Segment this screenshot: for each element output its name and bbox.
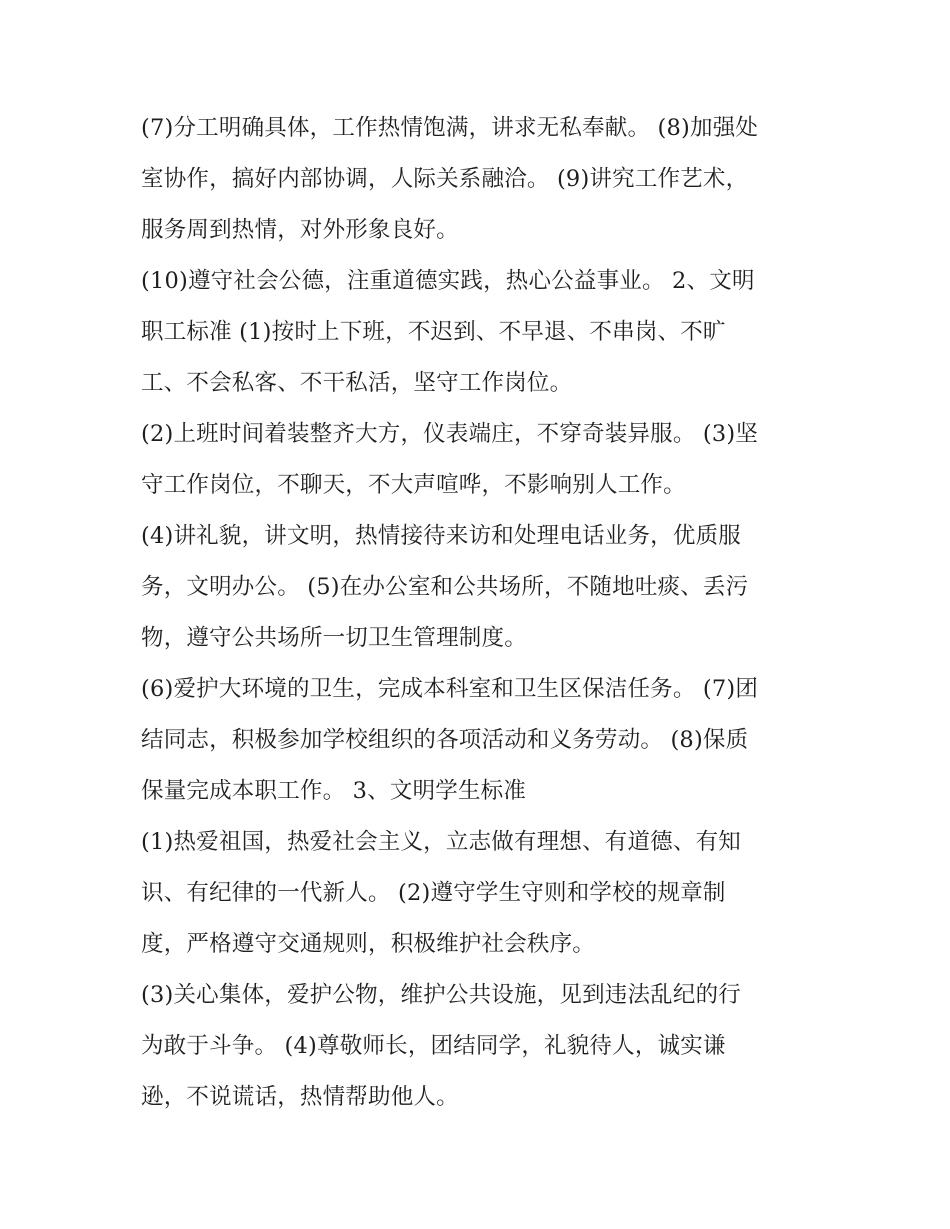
- text-line: (3)关心集体，爱护公物，维护公共设施，见到违法乱纪的行: [141, 982, 741, 1008]
- text-line: 物，遵守公共场所一切卫生管理制度。: [141, 625, 527, 651]
- text-line: 保量完成本职工作。 3、文明学生标准: [141, 778, 527, 804]
- text-line: (4)讲礼貌，讲文明，热情接待来访和处理电话业务，优质服: [141, 523, 741, 549]
- text-line: 室协作，搞好内部协调，人际关系融洽。 (9)讲究工作艺术，: [141, 166, 749, 192]
- text-line: (7)分工明确具体，工作热情饱满，讲求无私奉献。 (8)加强处: [141, 115, 759, 141]
- text-line: 为敢于斗争。 (4)尊敬师长，团结同学，礼貌待人，诚实谦: [141, 1033, 726, 1059]
- text-line: 服务周到热情，对外形象良好。: [141, 217, 459, 243]
- text-line: 务，文明办公。 (5)在办公室和公共场所，不随地吐痰、丢污: [141, 574, 749, 600]
- text-line: 职工标准 (1)按时上下班，不迟到、不早退、不串岗、不旷: [141, 319, 726, 345]
- text-line: 结同志，积极参加学校组织的各项活动和义务劳动。 (8)保质: [141, 727, 749, 753]
- text-line: 逊，不说谎话，热情帮助他人。: [141, 1084, 459, 1110]
- text-line: 工、不会私客、不干私活，坚守工作岗位。: [141, 370, 573, 396]
- text-line: 守工作岗位，不聊天，不大声喧哗，不影响别人工作。: [141, 472, 686, 498]
- text-line: (10)遵守社会公德，注重道德实践，热心公益事业。 2、文明: [141, 268, 755, 294]
- text-line: 度，严格遵守交通规则，积极维护社会秩序。: [141, 931, 596, 957]
- document-body: [141, 103, 811, 1123]
- text-line: (2)上班时间着装整齐大方，仪表端庄，不穿奇装异服。 (3)坚: [141, 421, 759, 447]
- text-line: (6)爱护大环境的卫生，完成本科室和卫生区保洁任务。 (7)团: [141, 676, 759, 702]
- text-line: 识、有纪律的一代新人。 (2)遵守学生守则和学校的规章制: [141, 880, 726, 906]
- text-line: (1)热爱祖国，热爱社会主义，立志做有理想、有道德、有知: [141, 829, 741, 855]
